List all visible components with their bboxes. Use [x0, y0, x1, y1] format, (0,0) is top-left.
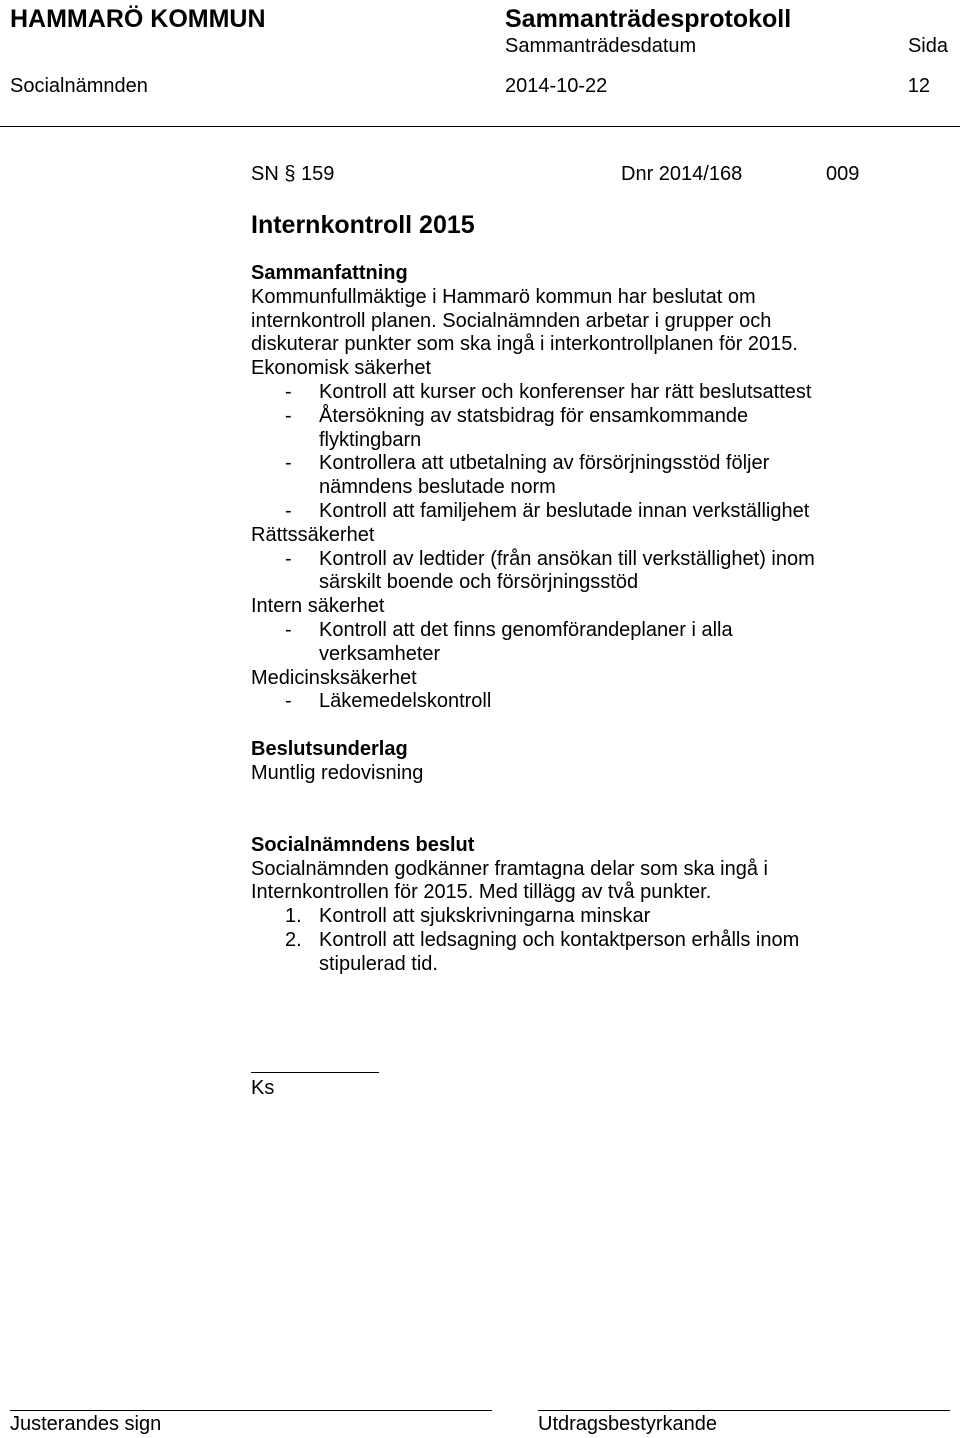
list-item-line: Kontroll av ledtider (från ansökan till verkställighet) inom	[319, 547, 815, 570]
list-item-line: Kontroll att det finns genomförandeplaner i alla	[319, 618, 733, 641]
list-item-line: Återsökning av statsbidrag för ensamkommande	[319, 404, 749, 427]
meeting-date-label: Sammanträdesdatum	[505, 35, 697, 57]
summary-heading: Sammanfattning	[251, 262, 408, 284]
list-item-line: verksamheter	[319, 642, 441, 665]
list-item	[251, 381, 941, 405]
decision-list	[251, 905, 941, 976]
bullet-dash: -	[285, 380, 292, 403]
list-item-line: Kontroll att ledsagning och kontaktperson erhålls inom	[319, 928, 800, 951]
signature-initials: Ks	[251, 1077, 275, 1099]
bullet-dash: -	[285, 404, 292, 427]
decision-text-line: Internkontrollen för 2015. Med tillägg av två punkter.	[251, 881, 712, 904]
extract-certification-label: Utdragsbestyrkande	[538, 1413, 717, 1435]
basis-text: Muntlig redovisning	[251, 761, 424, 784]
list-item-line: Kontroll att sjukskrivningarna minskar	[319, 905, 651, 928]
list-item-line: Kontroll att familjehem är beslutade innan verkställighet	[319, 499, 810, 522]
meeting-date: 2014-10-22	[505, 75, 608, 97]
list-item	[251, 690, 941, 714]
list-item-line: Läkemedelskontroll	[319, 690, 492, 713]
internal-checklist	[251, 619, 941, 667]
bullet-dash: -	[285, 499, 292, 522]
diary-number: Dnr 2014/168	[621, 163, 743, 185]
economic-checklist	[251, 381, 941, 524]
bullet-dash: -	[285, 452, 292, 475]
list-item-line: Kontroll att kurser och konferenser har rätt beslutsattest	[319, 380, 812, 403]
bullet-dash: -	[285, 618, 292, 641]
decision-text-line: Socialnämnden godkänner framtagna delar som ska ingå i	[251, 857, 768, 880]
medical-checklist	[251, 690, 941, 714]
case-number: SN § 159	[251, 163, 335, 185]
summary-intro-line: internkontroll planen. Socialnämnden arbetar i grupper och	[251, 309, 772, 332]
list-item	[251, 405, 941, 453]
adjuster-signature-label: Justerandes sign	[10, 1413, 162, 1435]
page-title: Internkontroll 2015	[251, 211, 475, 239]
case-code: 009	[826, 163, 860, 185]
footer-extract-line	[538, 1410, 950, 1411]
list-item-line: särskilt boende och försörjningsstöd	[319, 571, 639, 594]
page-number: 12	[907, 75, 930, 97]
list-item	[251, 619, 941, 667]
organization-name: HAMMARÖ KOMMUN	[10, 5, 266, 33]
summary-intro-line: diskuterar punkter som ska ingå i interkontrollplanen för 2015.	[251, 333, 798, 356]
document-type: Sammanträdesprotokoll	[505, 5, 792, 33]
list-item-line: stipulerad tid.	[319, 952, 438, 975]
list-item-line: nämndens beslutade norm	[319, 476, 556, 499]
section-heading-economic: Ekonomisk säkerhet	[251, 357, 432, 380]
committee-name: Socialnämnden	[10, 75, 148, 97]
list-number: 2.	[285, 928, 302, 951]
list-item	[251, 929, 941, 977]
header-divider	[0, 126, 960, 127]
bullet-dash: -	[285, 547, 292, 570]
list-item	[251, 500, 941, 524]
legal-checklist	[251, 548, 941, 596]
list-item	[251, 548, 941, 596]
list-item-line: Kontrollera att utbetalning av försörjningsstöd följer	[319, 452, 770, 475]
page-label: Sida	[907, 35, 948, 57]
footer-sign-line	[10, 1410, 492, 1411]
signature-line	[251, 1072, 379, 1073]
decision-heading: Socialnämndens beslut	[251, 833, 475, 856]
summary-intro-line: Kommunfullmäktige i Hammarö kommun har beslutat om	[251, 285, 756, 308]
section-heading-legal: Rättssäkerhet	[251, 523, 375, 546]
protocol-body	[251, 262, 941, 977]
list-item	[251, 905, 941, 929]
section-heading-internal: Intern säkerhet	[251, 595, 385, 618]
bullet-dash: -	[285, 690, 292, 713]
list-item-line: flyktingbarn	[319, 428, 422, 451]
list-number: 1.	[285, 905, 302, 928]
section-heading-medical: Medicinsksäkerhet	[251, 666, 417, 689]
basis-heading: Beslutsunderlag	[251, 738, 408, 761]
list-item	[251, 452, 941, 500]
